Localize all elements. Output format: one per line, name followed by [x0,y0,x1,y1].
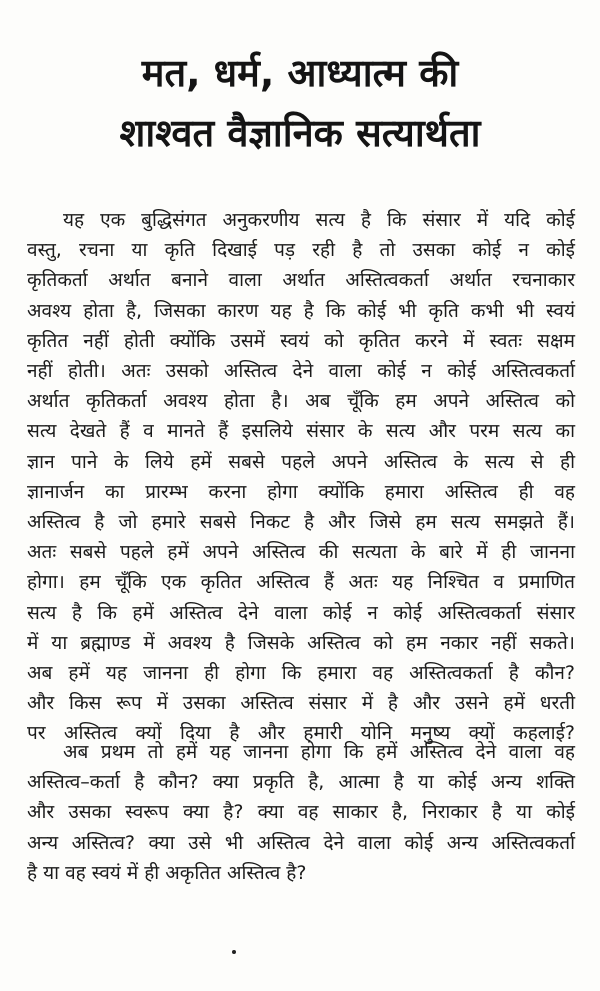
paragraph-line: अस्तित्व–कर्ता है कौन? क्या प्रकृति है, आत्मा है या कोई अन्य शक्ति [27,771,575,794]
paragraph-2 [27,737,575,888]
paragraph-line: अब हमें यह जानना ही होगा कि हमारा वह अस्तित्वकर्ता है कौन? [27,662,575,685]
page-title-line-2: शाश्वत वैज्ञानिक सत्यार्थता [119,111,481,155]
page-title-line-1: मत, धर्म, आध्यात्म की [141,51,459,95]
paragraph-line: अब प्रथम तो हमें यह जानना होगा कि हमें अस्तित्व देने वाला वह [63,741,575,763]
page-mark-dot [232,950,236,954]
paragraph-line: अन्य अस्तित्व? क्या उसे भी अस्तित्व देने वाला कोई अन्य अस्तित्वकर्ता [27,831,575,854]
paragraph-line: अर्थात कृतिकर्ता अवश्य होता है। अब चूँकि हम अपने अस्तित्व को [27,390,575,413]
paragraph-line: और किस रूप में उसका अस्तित्व संसार में है और उसने हमें धरती [27,692,575,715]
paragraph-line: होगा। हम चूँकि एक कृतित अस्तित्व हैं अतः यह निश्चित व प्रमाणित [27,571,575,594]
paragraph-line: सत्य देखते हैं व मानते हैं इसलिये संसार के सत्य और परम सत्य का [27,420,575,443]
paragraph-line: है या वह स्वयं में ही अकृतित अस्तित्व है? [27,861,307,884]
paragraph-line: कृतित नहीं होती क्योंकि उसमें स्वयं को कृतित करने में स्वतः सक्षम [27,329,575,352]
paragraph-line: सत्य है कि हमें अस्तित्व देने वाला कोई न कोई अस्तित्वकर्ता संसार [27,601,575,624]
paragraph-1 [27,205,575,749]
paragraph-line: नहीं होती। अतः उसको अस्तित्व देने वाला कोई न कोई अस्तित्वकर्ता [27,360,575,383]
paragraph-line: अवश्य होता है, जिसका कारण यह है कि कोई भी कृति कभी भी स्वयं [27,299,575,322]
paragraph-line: पर अस्तित्व क्यों दिया है और हमारी योनि मनुष्य क्यों कहलाई? [27,722,575,745]
paragraph-line: और उसका स्वरूप क्या है? क्या वह साकार है, निराकार है या कोई [27,801,575,824]
paragraph-line: यह एक बुद्धिसंगत अनुकरणीय सत्य है कि संसार में यदि कोई [63,209,575,231]
paragraph-line: में या ब्रह्माण्ड में अवश्य है जिसके अस्तित्व को हम नकार नहीं सकते। [27,631,575,654]
paragraph-line: वस्तु, रचना या कृति दिखाई पड़ रही है तो उसका कोई न कोई [27,239,575,262]
paragraph-line: अतः सबसे पहले हमें अपने अस्तित्व की सत्यता के बारे में ही जानना [27,541,575,564]
paragraph-line: ज्ञानार्जन का प्रारम्भ करना होगा क्योंकि हमारा अस्तित्व ही वह [27,480,575,503]
paragraph-line: ज्ञान पाने के लिये हमें सबसे पहले अपने अस्तित्व के सत्य से ही [27,450,575,473]
paragraph-line: कृतिकर्ता अर्थात बनाने वाला अर्थात अस्तित्वकर्ता अर्थात रचनाकार [27,269,575,292]
paragraph-line: अस्तित्व है जो हमारे सबसे निकट है और जिसे हम सत्य समझते हैं। [27,511,575,534]
